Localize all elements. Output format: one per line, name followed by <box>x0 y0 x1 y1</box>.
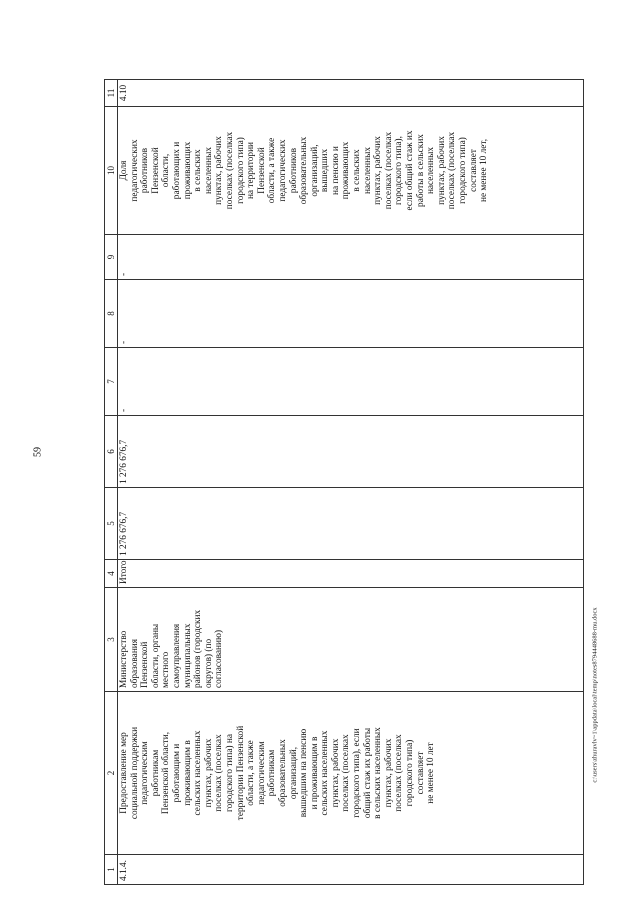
header-cell: 2 <box>105 692 118 855</box>
header-cell: 11 <box>105 80 118 107</box>
total-amount-cell: 1 276 676,7 <box>118 488 584 560</box>
table-row <box>118 80 584 885</box>
file-path-footer: c:\users\zhuravlv~1\appdata\local\temp\notes8794448688-mu.docx <box>591 607 599 783</box>
header-cell: 7 <box>105 348 118 416</box>
header-cell: 1 <box>105 855 118 885</box>
header-cell: 6 <box>105 416 118 488</box>
header-cell: 5 <box>105 488 118 560</box>
amount-cell: 1 276 676,7 <box>118 416 584 488</box>
header-cell: 3 <box>105 588 118 692</box>
rotated-table-container <box>104 80 584 885</box>
header-cell: 4 <box>105 560 118 588</box>
header-cell: 8 <box>105 280 118 348</box>
page-number: 59 <box>32 447 44 457</box>
item-number-cell: 4.1.4. <box>118 855 584 885</box>
program-table <box>104 79 584 885</box>
header-cell: 10 <box>105 107 118 235</box>
indicator-number-cell: 4.10 <box>118 80 584 107</box>
table-header-row <box>105 80 118 885</box>
value-cell: - <box>118 280 584 348</box>
indicator-description-cell: Доля педагогических работников Пензенской области, работающих и проживающих в сельских населенных пунктах, рабочих поселках (поселках городского типа) на территории Пензенской области, а также педагогических работников образовательных организаций, вышедших на пенсию и проживающих в сельских населенных пунктах, рабочих поселках (поселках городского типа), если общий стаж их работы в сельских населенных пунктах, рабочих поселках (поселках городского типа) составляет не менее 10 лет, <box>118 107 584 235</box>
responsible-executor-cell: Министерство образования Пензенской области, органы местного самоуправления муниципальных районов (городских округов) (по согласованию) <box>118 588 584 692</box>
value-cell: - <box>118 235 584 280</box>
header-cell: 9 <box>105 235 118 280</box>
value-cell: - <box>118 348 584 416</box>
funding-source-cell: Итого <box>118 560 584 588</box>
measure-description-cell: Предоставление мер социальной поддержки педагогическим работникам Пензенской области, работающим и проживающим в сельских населенных пунктах, рабочих поселках (поселках городского типа) на территории Пензенской области, а также педагогическим работникам образовательных организаций, вышедшим на пенсию и проживающим в сельских населенных пунктах, рабочих поселках (поселках городского типа), если общий стаж их работы в сельских населенных пунктах, рабочих поселках (поселках городского типа) составляет не менее 10 лет <box>118 692 584 855</box>
